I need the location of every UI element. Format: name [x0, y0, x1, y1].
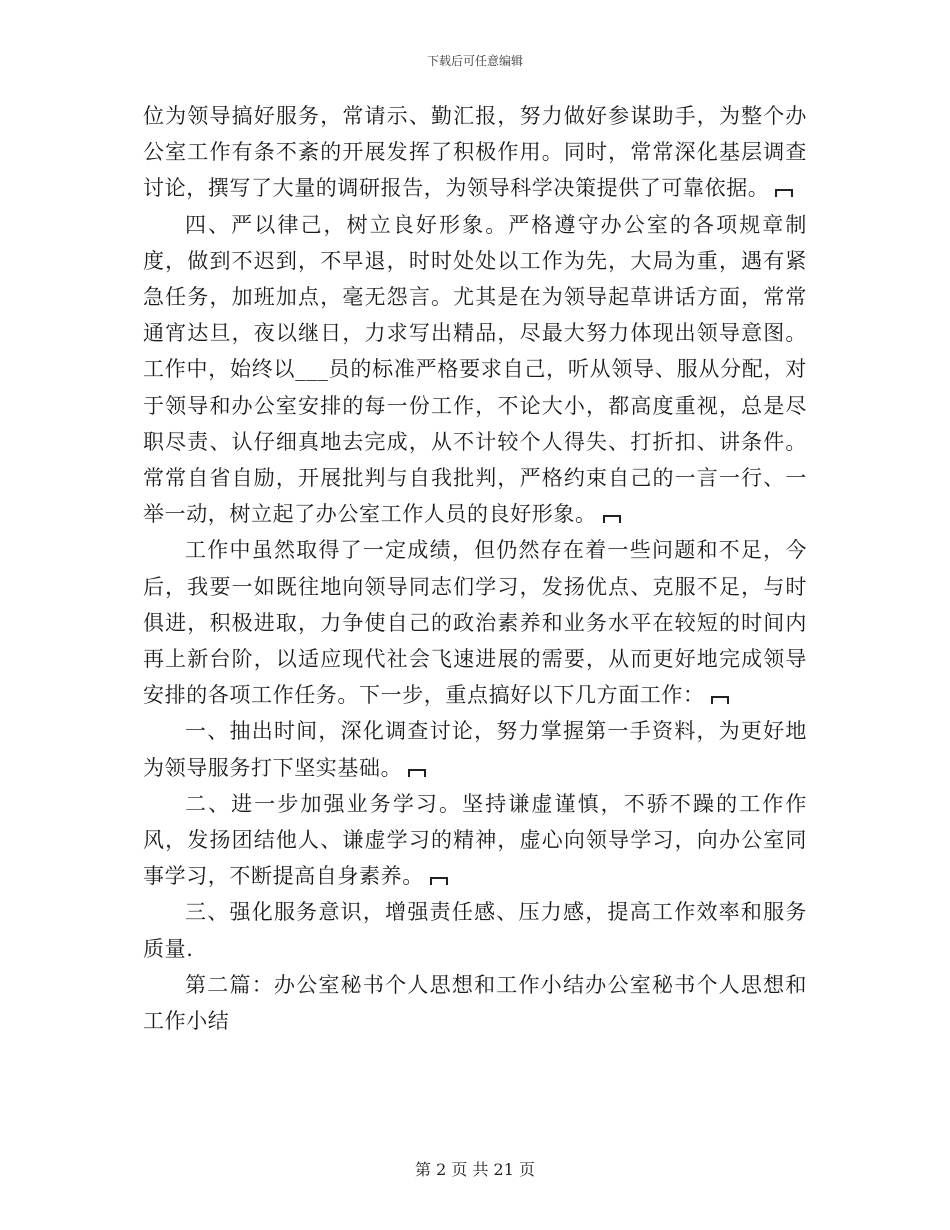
paragraph-5-text: 二、进一步加强业务学习。坚持谦虚谨慎，不骄不躁的工作作风，发扬团结他人、谦虚学习的精神，虚心向领导学习，向办公室同事学习，不断提高自身素养。	[143, 791, 807, 889]
paragraph-1-text: 位为领导搞好服务，常请示、勤汇报，努力做好参谋助手，为整个办公室工作有条不紊的开展发挥了积极作用。同时，常常深化基层调查讨论，撰写了大量的调研报告，为领导科学决策提供了可靠依据。	[143, 104, 807, 201]
paragraph-4-text: 一、抽出时间，深化调查讨论，努力掌握第一手资料，为更好地为领导服务打下坚实基础。	[143, 719, 807, 780]
paragraph-2-text: 四、严以律己，树立良好形象。严格遵守办公室的各项规章制度，做到不迟到，不早退，时时处处以工作为先，大局为重，遇有紧急任务，加班加点，毫无怨言。尤其是在为领导起草讲话方面，常常通宵达旦，夜以继日，力求写出精品，尽最大努力体现出领导意图。工作中，始终以___员的标准严格要求自己，听从领导、服从分配，对于领导和办公室安排的每一份工作，不论大小，都高度重视，总是尽职尽责、认仔细真地去完成，从不计较个人得失、打折扣、讲条件。常常自省自励，开展批判与自我批判，严格约束自己的一言一行、一举一动，树立起了办公室工作人员的良好形象。	[143, 212, 807, 527]
paragraph-7-text: 第二篇：办公室秘书个人思想和工作小结办公室秘书个人思想和工作小结	[143, 972, 807, 1034]
page-footer: 第 2 页 共 21 页	[415, 1160, 535, 1179]
paragraph-mark-icon	[430, 877, 448, 885]
paragraph-3-text: 工作中虽然取得了一定成绩，但仍然存在着一些问题和不足，今后，我要一如既往地向领导同志们学习，发扬优点、克服不足，与时俱进，积极进取，力争使自己的政治素养和业务水平在较短的时间内再上新台阶，以适应现代社会飞速进展的需要，从而更好地完成领导安排的各项工作任务。下一步，重点搞好以下几方面工作：	[143, 538, 807, 708]
paragraph-mark-icon	[775, 189, 793, 197]
page-header: 下载后可任意编辑	[426, 54, 523, 68]
paragraph-2	[143, 207, 807, 533]
paragraph-6	[143, 894, 807, 966]
paragraph-3	[143, 532, 807, 713]
paragraph-1	[143, 98, 807, 207]
paragraph-5	[143, 786, 807, 895]
paragraph-mark-icon	[711, 696, 729, 704]
document-body	[143, 98, 807, 1039]
paragraph-mark-icon	[408, 769, 426, 777]
paragraph-6-text: 三、强化服务意识，增强责任感、压力感，提高工作效率和服务质量.	[143, 900, 807, 961]
paragraph-7	[143, 967, 807, 1039]
paragraph-mark-icon	[603, 515, 621, 523]
paragraph-4	[143, 713, 807, 785]
